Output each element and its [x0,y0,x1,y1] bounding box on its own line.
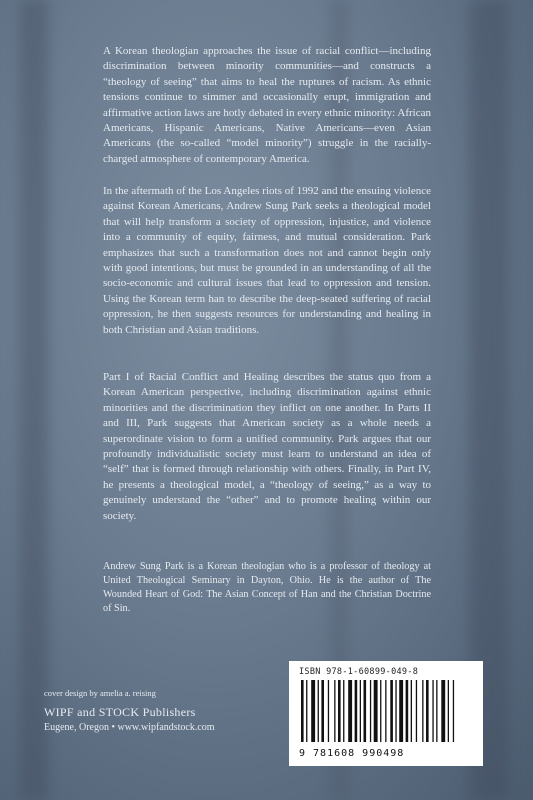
description-paragraph-1: A Korean theologian approaches the issue of racial conflict—including discrimination between minority communities—and constructs a “theology of seeing” that aims to heal the ruptures of racism. As ethnic tensions continue to simmer and occasionally erupt, immigration and affirmative action laws are hotly debated in every ethnic minority: African Americans, Hispanic Americans, Native Americans—even Asian Americans (the so-called “model minority”) struggle in the racially-charged atmosphere of contemporary America. [103,45,431,165]
barcode-bars [299,680,473,742]
description-paragraph-3: Part I of Racial Conflict and Healing describes the status quo from a Korean American perspective, including discrimination against ethnic minorities and the discrimination they inflict on one another. In Parts II and III, Park suggests that American society as a whole needs a superordinate vision to form a unified community. Park argues that our profoundly individualistic society must learn to understand an idea of “self” that is formed through relationship with others. Finally, in Part IV, he presents a theological model, a “theology of seeing,” as a way to genuinely understand the “other” and to promote healing within our society. [103,371,431,522]
cover-designer-credit: cover design by amelia a. reising [44,688,156,698]
publisher-address: Eugene, Oregon • www.wipfandstock.com [44,722,215,733]
publisher-credits [44,688,284,733]
isbn-label: ISBN 978-1-60899-049-8 [299,667,419,677]
barcode-digits: 9 781608 990498 [299,748,405,759]
background-tree [20,0,48,800]
description-paragraph-2: In the aftermath of the Los Angeles riots of 1992 and the ensuing violence against Korean Americans, Andrew Sung Park seeks a theological model that will help transform a society of oppression, injustice, and violence into a community of equity, fairness, and mutual consideration. Park emphasizes that such a transformation does not and cannot begin only with good intentions, but must be grounded in an understanding of all the socio-economic and cultural issues that lead to oppression and tension. Using the Korean term han to describe the deep-seated suffering of racial oppression, he then suggests resources for understanding and healing in both Christian and Asian traditions. [103,185,431,336]
isbn-barcode [289,661,483,766]
publisher-name: WIPF and STOCK Publishers [44,705,196,719]
author-bio: Andrew Sung Park is a Korean theologian who is a professor of theology at United Theological Seminary in Dayton, Ohio. He is the author of The Wounded Heart of God: The Asian Concept of Han and the Christian Doctrine of Sin. [103,561,431,614]
